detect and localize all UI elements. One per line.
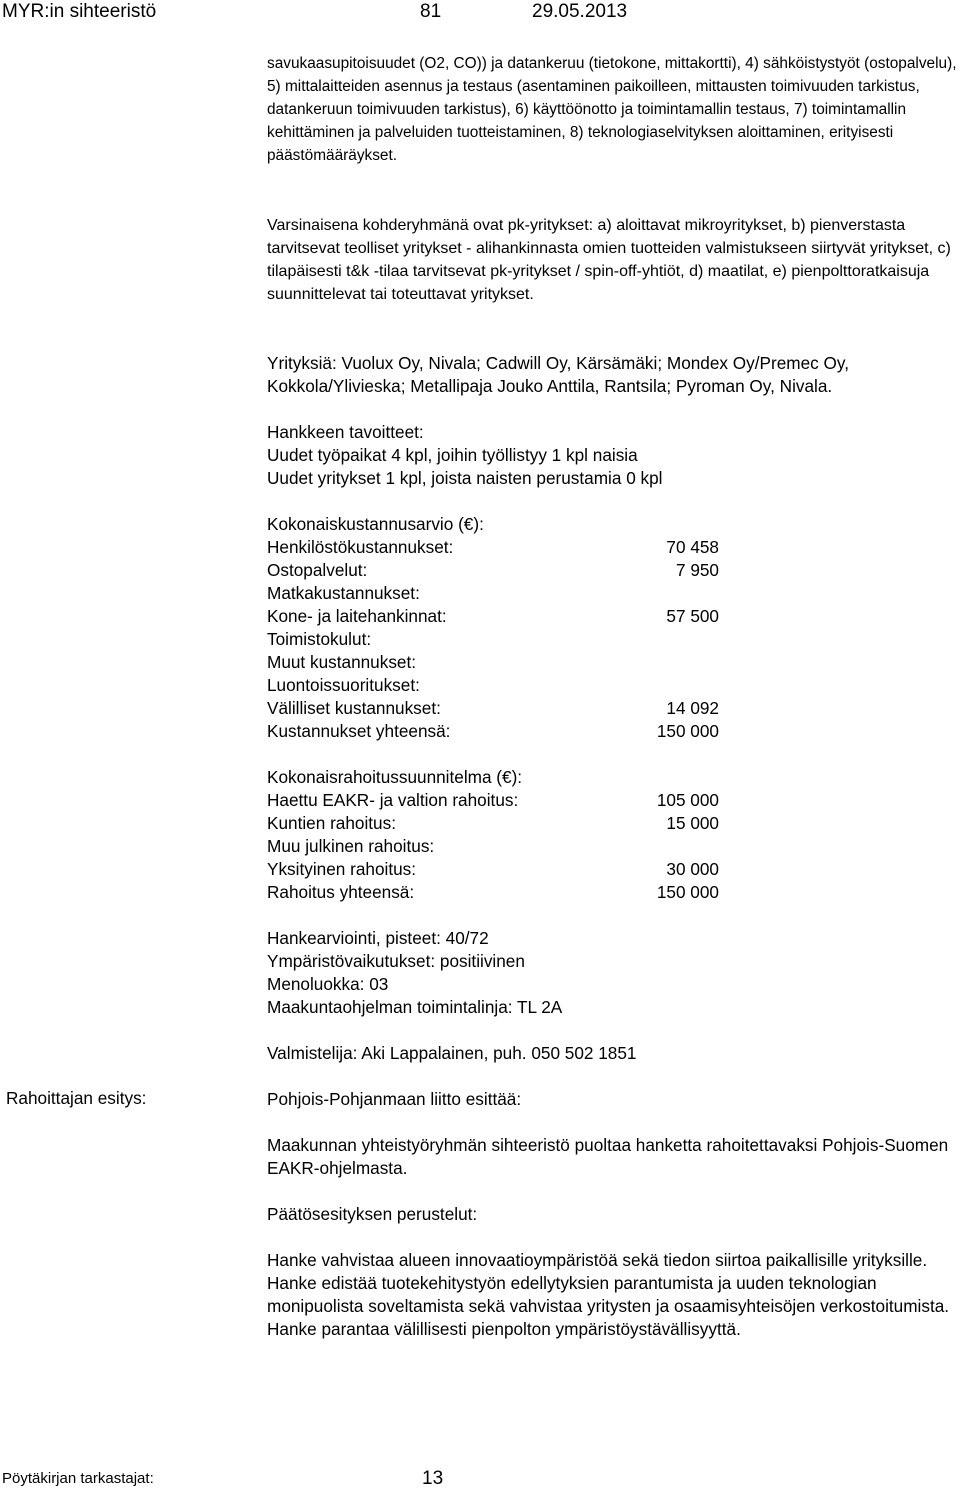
financing-plan-table <box>267 766 727 904</box>
table-row: Muu julkinen rahoitus: <box>267 836 435 856</box>
preparer-info: Valmistelija: Aki Lappalainen, puh. 050 502 1851 <box>267 1043 637 1063</box>
project-assessment <box>267 927 957 1019</box>
table-row: Kuntien rahoitus: 15 000 <box>267 813 719 833</box>
organization-name: MYR:in sihteeristö <box>2 1 157 22</box>
table-row: Kustannukset yhteensä: 150 000 <box>267 721 719 741</box>
footer-reviewers-label: Pöytäkirjan tarkastajat: <box>2 1470 154 1487</box>
assessment-score: Hankearviointi, pisteet: 40/72 <box>267 928 489 948</box>
document-date: 29.05.2013 <box>532 1 628 22</box>
assessment-action-line: Maakuntaohjelman toimintalinja: TL 2A <box>267 997 563 1017</box>
footer-number: 13 <box>422 1468 444 1489</box>
financing-plan-title: Kokonaisrahoitussuunnitelma (€): <box>267 767 523 787</box>
table-row: Toimistokulut: <box>267 629 372 649</box>
page-header <box>0 0 960 30</box>
table-row: Yksityinen rahoitus: 30 000 <box>267 859 719 879</box>
goals-line-companies: Uudet yritykset 1 kpl, joista naisten perustamia 0 kpl <box>267 468 663 488</box>
funder-proposal-title: Pohjois-Pohjanmaan liitto esittää: <box>267 1089 522 1109</box>
cost-estimate-title: Kokonaiskustannusarvio (€): <box>267 514 484 534</box>
page-number: 81 <box>420 1 442 22</box>
table-row: Välilliset kustannukset: 14 092 <box>267 698 719 718</box>
table-row: Matkakustannukset: <box>267 583 420 603</box>
goals-title: Hankkeen tavoitteet: <box>267 422 424 442</box>
table-row: Rahoitus yhteensä: 150 000 <box>267 882 719 902</box>
companies-paragraph: Yrityksiä: Vuolux Oy, Nivala; Cadwill Oy, Kärsämäki; Mondex Oy/Premec Oy, Kokkola/Ylivieska; Metallipaja Jouko Anttila, Rantsila; Pyroman Oy, Nivala. <box>267 353 849 396</box>
funder-proposal-paragraph: Maakunnan yhteistyöryhmän sihteeristö puoltaa hanketta rahoitettavaksi Pohjois-Suomen EAKR-ohjelmasta. <box>267 1135 949 1178</box>
decision-title: Päätösesityksen perustelut: <box>267 1204 478 1224</box>
assessment-environment: Ympäristövaikutukset: positiivinen <box>267 951 525 971</box>
table-row: Henkilöstökustannukset: 70 458 <box>267 537 719 557</box>
assessment-expense-class: Menoluokka: 03 <box>267 974 389 994</box>
project-goals <box>267 421 957 490</box>
target-group-paragraph: Varsinaisena kohderyhmänä ovat pk-yritykset: a) aloittavat mikroyritykset, b) pienverstasta tarvitsevat teolliset yritykset - alihankinnasta omien tuotteiden valmistukseen siirtyvät yritykset, c) tilapäisesti t&k -tilaa tarvitsevat pk-yritykset / spin-off-yhtiöt, d) maatilat, e) pienpolttoratkaisuja suunnittelevat tai toteuttavat yritykset. <box>267 217 951 303</box>
cost-estimate-table <box>267 513 727 743</box>
funder-proposal-label: Rahoittajan esitys: <box>6 1088 147 1108</box>
table-row: Luontoissuoritukset: <box>267 675 420 695</box>
table-row: Ostopalvelut: 7 950 <box>267 560 719 580</box>
intro-paragraph: savukaasupitoisuudet (O2, CO)) ja datankeruu (tietokone, mittakortti), 4) sähköistystyöt (ostopalvelu), 5) mittalaitteiden asennus ja testaus (asentaminen paikoilleen, mittausten toimivuuden tarkistus, datankeruun toimivuuden tarkistus), 6) käyttöönotto ja toimintamallin testaus, 7) toimintamallin kehittäminen ja palveluiden tuotteistaminen, 8) teknologiaselvityksen aloittaminen, erityisesti päästömääräykset. <box>267 55 957 164</box>
goals-line-jobs: Uudet työpaikat 4 kpl, joihin työllistyy 1 kpl naisia <box>267 445 638 465</box>
table-row: Kone- ja laitehankinnat: 57 500 <box>267 606 719 626</box>
decision-paragraph: Hanke vahvistaa alueen innovaatioympäristöä sekä tiedon siirtoa paikallisille yrityksille. Hanke edistää tuotekehitystyön edellytyksien parantumista ja uuden teknologian monipuolista soveltamista sekä vahvistaa yritysten ja osaamisyhteisöjen verkostoitumista. Hanke parantaa välillisesti pienpolton ympäristöystävällisyyttä. <box>267 1250 950 1339</box>
table-row: Haettu EAKR- ja valtion rahoitus: 105 000 <box>267 790 719 810</box>
table-row: Muut kustannukset: <box>267 652 417 672</box>
